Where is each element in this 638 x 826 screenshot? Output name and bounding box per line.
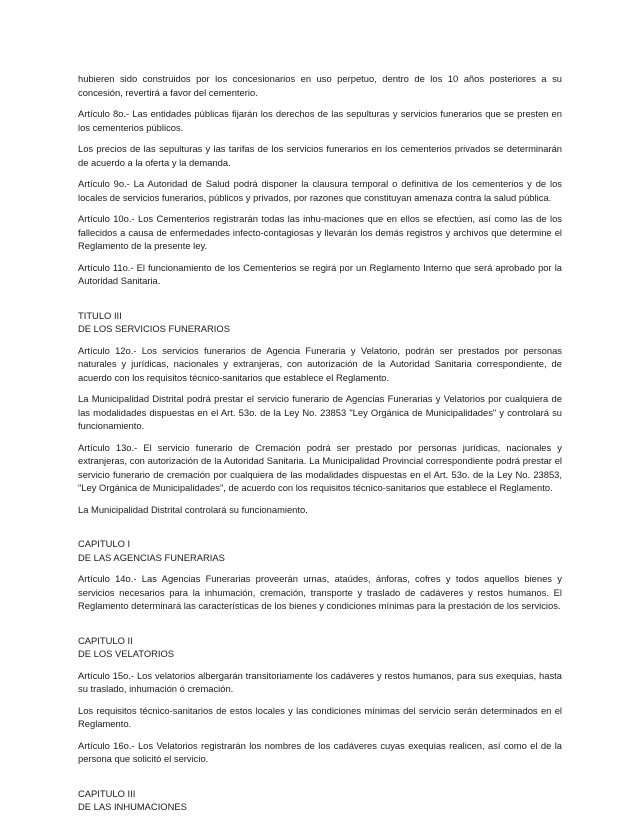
section-heading-capitulo-1 — [78, 537, 562, 564]
paragraph-articulo-16: Artículo 16o.- Los Velatorios registrarán los nombres de los cadáveres cuyas exequias realicen, así como el de la persona que solicitó el servicio. — [78, 739, 562, 764]
heading-title: DE LOS SERVICIOS FUNERARIOS — [78, 323, 230, 334]
heading-title: DE LAS AGENCIAS FUNERARIAS — [78, 551, 225, 563]
heading-title: DE LAS INHUMACIONES — [78, 801, 187, 812]
heading-number: TITULO III — [78, 309, 122, 321]
section-gap — [78, 774, 562, 787]
section-gap — [78, 524, 562, 537]
section-heading-titulo-3 — [78, 309, 562, 336]
paragraph-municipalidad-distrital-servicio: La Municipalidad Distrital podrá prestar el servicio funerario de Agencias Funerarias y Velatorios por cualquiera de las modalidades dispuestas en el Art. 53o. de la Ley No. 23853 "Ley Orgánica de Municipalidades" y controlará su funcionamiento. — [78, 393, 562, 431]
paragraph-articulo-15: Artículo 15o.- Los velatorios albergarán transitoriamente los cadáveres y restos humanos, para sus exequias, hasta su traslado, inhumación ó cremación. — [78, 669, 562, 694]
paragraph-precios-sepulturas: Los precios de las sepulturas y las tarifas de los servicios funerarios en los cementerios privados se determinarán de acuerdo a la oferta y la demanda. — [78, 143, 562, 168]
paragraph-articulo-13: Artículo 13o.- El servicio funerario de Cremación podrá ser prestado por personas jurídicas, nacionales y extranjeras, con autorización de la Autoridad Sanitaria. La Municipalidad Provincial correspondiente podrá prestar el servicio funerario de cremación por cualquiera de las modalidades dispuestas en el Art. 53o. de la Ley No. 23853, "Ley Orgánica de Municipalidades", de acuerdo con los requisitos técnico-sanitarios que establece el Reglamento. — [78, 441, 562, 493]
paragraph-requisitos-locales: Los requisitos técnico-sanitarios de estos locales y las condiciones mínimas del servicio serán determinados en el Reglamento. — [78, 704, 562, 729]
paragraph-articulo-10: Artículo 10o.- Los Cementerios registrarán todas las inhu-maciones que en ellos se efectúen, así como las de los fallecidos a causa de enfermedades infecto-contagiosas y llevarán los demás registros y archivos que determine el Reglamento de la presente ley. — [78, 213, 562, 251]
paragraph-articulo-8: Artículo 8o.- Las entidades públicas fijarán los derechos de las sepulturas y servicios funerarios que se presten en los cementerios públicos. — [78, 108, 562, 133]
section-gap — [78, 296, 562, 309]
section-gap — [78, 621, 562, 634]
section-heading-capitulo-3 — [78, 787, 562, 814]
paragraph-articulo-9: Artículo 9o.- La Autoridad de Salud podrá disponer la clausura temporal o definitiva de los cementerios y de los locales de servicios funerarios, públicos y privados, por razones que constituyan amenaza contra la salud pública. — [78, 178, 562, 203]
paragraph-municipalidad-distrital-control: La Municipalidad Distrital controlará su funcionamiento. — [78, 503, 308, 515]
paragraph-articulo-11: Artículo 11o.- El funcionamiento de los Cementerios se regirá por un Reglamento Interno que será aprobado por la Autoridad Sanitaria. — [78, 261, 562, 286]
heading-title: DE LOS VELATORIOS — [78, 648, 175, 659]
paragraph-articulo-14: Artículo 14o.- Las Agencias Funerarias proveerán urnas, ataúdes, ánforas, cofres y todos aquellos bienes y servicios necesarios para la inhumación, cremación, transporte y traslado de cadáveres y restos humanos. El Reglamento determinará las características de los bienes y condiciones mínimas para la prestación de los servicios. — [78, 573, 562, 611]
paragraph-articulo-12: Artículo 12o.- Los servicios funerarios de Agencia Funeraria y Velatorio, podrán ser prestados por personas naturales y jurídicas, nacionales y extranjeras, con autorización de la Autoridad Sanitaria correspondiente, de acuerdo con los requisitos técnico-sanitarios que establece el Reglamento. — [78, 344, 562, 383]
heading-number: CAPITULO I — [78, 538, 131, 549]
heading-number: CAPITULO III — [78, 787, 136, 799]
heading-number: CAPITULO II — [78, 634, 133, 646]
paragraph-concession-reversion: hubieren sido construidos por los concesionarios en uso perpetuo, dentro de los 10 años posteriores a su concesión, revertirá a favor del cementerio. — [78, 73, 562, 98]
section-heading-capitulo-2 — [78, 634, 562, 661]
